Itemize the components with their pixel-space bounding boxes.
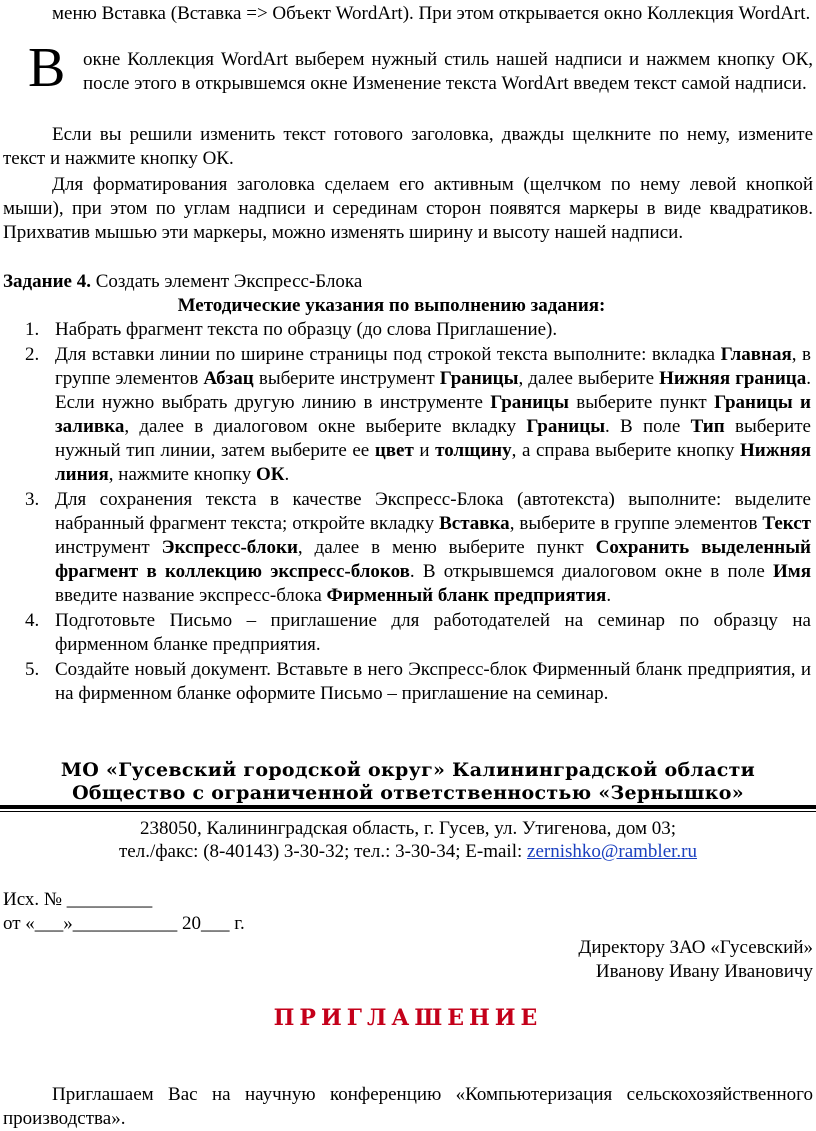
list-number: 3. bbox=[25, 489, 40, 510]
bold-run: Границы и заливка bbox=[55, 392, 811, 437]
bold-run: Главная bbox=[720, 344, 792, 365]
letter-date: от «___»___________ 20___ г. bbox=[3, 913, 245, 934]
list-item-text: Подготовьте Письмо – приглашение для работодателей на семинар по образцу на фирменном бланке предприятия. bbox=[55, 610, 811, 655]
recipient-line-1: Директору ЗАО «Гусевский» bbox=[578, 937, 813, 958]
list-number: 4. bbox=[25, 610, 40, 631]
paragraph-edit-title: Если вы решили изменить текст готового заголовка, дважды щелкните по нему, измените текст и нажмите кнопку ОК. bbox=[3, 124, 813, 169]
bold-run: Абзац bbox=[203, 368, 254, 389]
email-link[interactable]: zernishko@rambler.ru bbox=[527, 841, 698, 862]
letterhead-rule-thin bbox=[0, 811, 816, 812]
list-item bbox=[3, 343, 811, 487]
list-number: 1. bbox=[25, 319, 40, 340]
bold-run: Текст bbox=[762, 513, 811, 534]
text-run: , далее в диалоговом окне выберите вкладку bbox=[124, 416, 527, 437]
bold-run: Границы bbox=[526, 416, 606, 437]
intro-line-1: меню Вставка (Вставка => Объект WordArt). При этом открывается окно Коллекция WordArt. bbox=[52, 3, 811, 24]
text-run: , а справа выберите кнопку bbox=[511, 440, 740, 461]
bold-run: Границы bbox=[490, 392, 569, 413]
text-run: выберите пункт bbox=[568, 392, 715, 413]
task-text: Создать элемент Экспресс-Блока bbox=[90, 271, 363, 292]
list-number: 2. bbox=[25, 344, 40, 365]
text-run: , нажмите кнопку bbox=[108, 464, 256, 485]
task-label: Задание 4. bbox=[3, 271, 91, 292]
dropcap-letter: В bbox=[28, 37, 66, 99]
text-run: , далее в меню выберите пункт bbox=[297, 537, 596, 558]
text-run: инструмент bbox=[55, 537, 162, 558]
text-run: . Если нужно выбрать другую линию в инструменте bbox=[55, 368, 812, 413]
contacts-text: тел./факс: (8-40143) 3-30-32; тел.: 3-30-34; E-mail: bbox=[118, 841, 528, 862]
bold-run: Нижняя граница bbox=[659, 368, 807, 389]
bold-run: цвет bbox=[374, 440, 414, 461]
paragraph-format-title: Для форматирования заголовка сделаем его активным (щелчком по нему левой кнопкой мыши), при этом по углам надписи и серединам сторон появятся маркеры в виде квадратиков. Прихватив мышью эти маркеры, можно изменять ширину и высоту нашей надписи. bbox=[3, 174, 813, 243]
list-item-text: Создайте новый документ. Вставьте в него Экспресс-блок Фирменный бланк предприятия, и на фирменном бланке оформите Письмо – приглашение на семинар. bbox=[55, 659, 811, 704]
letterhead-contacts bbox=[3, 840, 813, 864]
recipient-line-2: Иванову Ивану Ивановичу bbox=[595, 961, 813, 982]
text-run: выберите нужный тип линии, затем выберите ее bbox=[55, 416, 811, 461]
bold-run: ОК bbox=[255, 464, 285, 485]
list-item bbox=[3, 318, 811, 342]
bold-run: толщину bbox=[435, 440, 512, 461]
bold-run: Нижняя линия bbox=[55, 440, 811, 485]
text-run: , выберите в группе элементов bbox=[509, 513, 763, 534]
bold-run: Границы bbox=[439, 368, 519, 389]
text-run: и bbox=[413, 440, 436, 461]
letterhead-line-1: МО «Гусевский городской округ» Калининградской области bbox=[60, 759, 756, 781]
text-run: . bbox=[284, 464, 290, 485]
text-run: . В открывшемся диалоговом окне в поле bbox=[409, 561, 773, 582]
bold-run: Сохранить выделенный фрагмент в коллекцию экспресс-блоков bbox=[55, 537, 811, 582]
letterhead-line-2: Общество с ограниченной ответственностью «Зернышко» bbox=[72, 782, 744, 804]
list-item bbox=[3, 609, 811, 657]
dropcap-paragraph-text: окне Коллекция WordArt выберем нужный стиль нашей надписи и нажмем кнопку ОК, после этого в открывшемся окне Изменение текста WordArt введем текст самой надписи. bbox=[83, 49, 813, 94]
dropcap-paragraph bbox=[28, 37, 813, 99]
text-run: Для вставки линии по ширине страницы под строкой текста выполните: вкладка bbox=[55, 344, 721, 365]
list-item-text: Набрать фрагмент текста по образцу (до слова Приглашение). bbox=[55, 319, 558, 340]
bold-run: Фирменный бланк предприятия bbox=[326, 585, 607, 606]
method-title: Методические указания по выполнению задания: bbox=[177, 295, 606, 316]
list-number: 5. bbox=[25, 659, 40, 680]
bold-run: Имя bbox=[773, 561, 811, 582]
invitation-body: Приглашаем Вас на научную конференцию «Компьютеризация сельскохозяйственного производства». bbox=[3, 1084, 813, 1129]
text-run: , в группе элементов bbox=[55, 344, 811, 389]
text-run: выберите инструмент bbox=[253, 368, 440, 389]
task-heading bbox=[3, 270, 813, 294]
bold-run: Тип bbox=[690, 416, 725, 437]
list-item bbox=[3, 488, 811, 608]
invitation-title: ПРИГЛАШЕНИЕ bbox=[273, 1005, 543, 1031]
steps-list bbox=[3, 318, 811, 706]
list-item bbox=[3, 658, 811, 706]
outgoing-number: Исх. № _________ bbox=[3, 889, 153, 910]
bold-run: Экспресс-блоки bbox=[161, 537, 298, 558]
text-run: . bbox=[606, 585, 612, 606]
text-run: введите название экспресс-блока bbox=[55, 585, 327, 606]
text-run: Для сохранения текста в качестве Экспресс-Блока (автотекста) выполните: выделите набранный фрагмент текста; откройте вкладку bbox=[55, 489, 811, 534]
bold-run: Вставка bbox=[439, 513, 510, 534]
text-run: , далее выберите bbox=[518, 368, 660, 389]
letterhead-address: 238050, Калининградская область, г. Гусев, ул. Утигенова, дом 03; bbox=[139, 818, 677, 839]
text-run: . В поле bbox=[605, 416, 691, 437]
letterhead-rule-thick bbox=[0, 805, 816, 809]
